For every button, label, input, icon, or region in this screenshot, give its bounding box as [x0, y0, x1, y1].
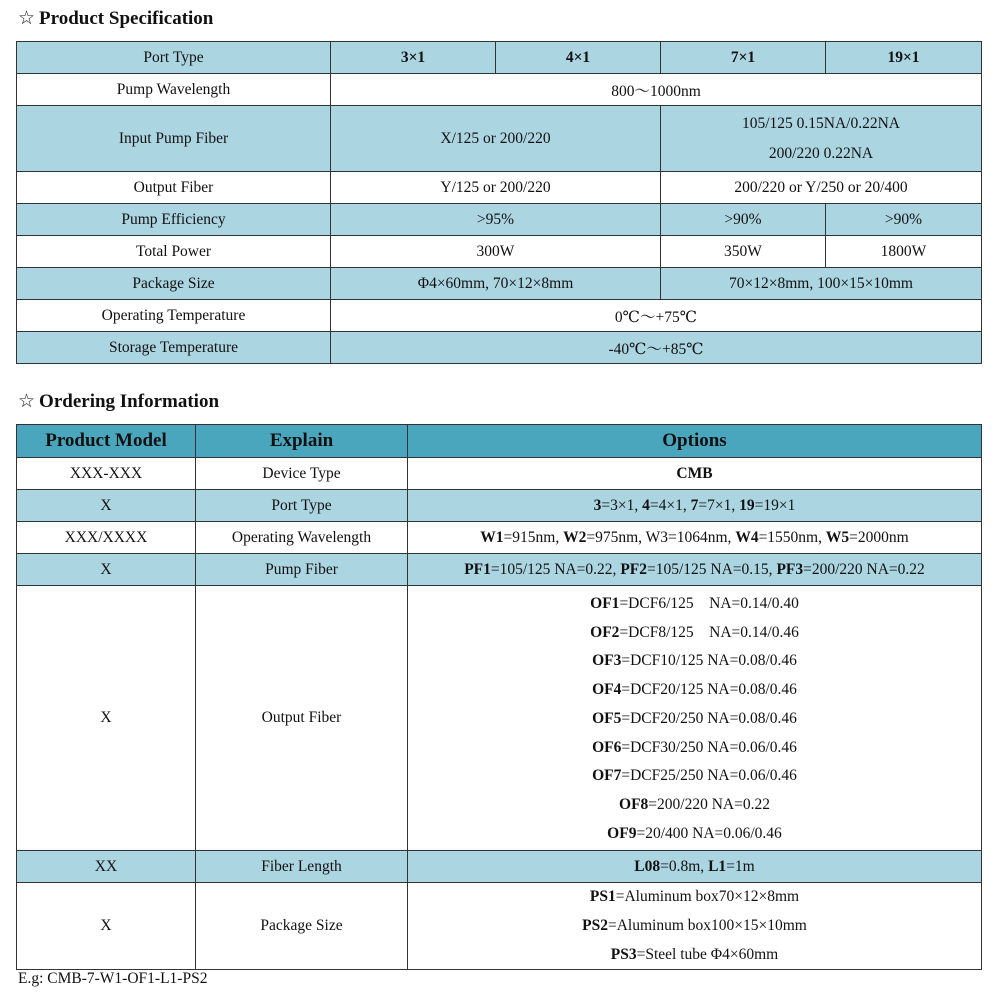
option-desc: =DCF25/250 NA=0.06/0.46 — [621, 767, 797, 785]
option-desc: =105/125 NA=0.15, — [647, 560, 777, 578]
option-desc: =19×1 — [754, 496, 796, 514]
spec-title: Product Specification — [39, 8, 214, 29]
spec-label: Storage Temperature — [17, 332, 331, 364]
option-code: W4 — [735, 528, 759, 546]
order-row-port — [17, 490, 982, 522]
order-row-device — [17, 458, 982, 490]
option-desc: =975nm, W3=1064nm, — [586, 528, 736, 546]
order-row-pump-fiber — [17, 554, 982, 586]
order-row-fiber-length — [17, 851, 982, 883]
spec-label: Pump Wavelength — [17, 74, 331, 106]
option-desc: =DCF20/250 NA=0.08/0.46 — [621, 709, 797, 727]
option-code: OF1 — [590, 595, 620, 612]
option-line — [412, 912, 977, 941]
option-line — [412, 762, 977, 791]
option-code: L1 — [708, 857, 727, 875]
spec-label: Port Type — [17, 42, 331, 74]
options-cell — [408, 586, 982, 851]
spec-row-package-size — [17, 268, 982, 300]
option-desc: =DCF8/125 NA=0.14/0.46 — [619, 623, 799, 641]
spec-label: Output Fiber — [17, 172, 331, 204]
option-code: 3 — [593, 496, 602, 514]
order-header-row — [17, 425, 982, 458]
spec-row-total-power — [17, 236, 982, 268]
spec-row-output-fiber — [17, 172, 982, 204]
example-footnote: E.g: CMB-7-W1-OF1-L1-PS2 — [18, 970, 208, 987]
option-desc: =DCF10/125 NA=0.08/0.46 — [621, 652, 797, 670]
spec-value: 200/220 or Y/250 or 20/400 — [661, 172, 982, 204]
col-header-explain: Explain — [196, 425, 408, 458]
option-desc: =200/220 NA=0.22 — [803, 560, 925, 578]
option-code: PF3 — [776, 560, 804, 578]
option-desc: =915nm, — [503, 528, 564, 546]
option-code: 4 — [642, 496, 650, 514]
model-cell: XXX-XXX — [17, 458, 196, 490]
explain-cell: Output Fiber — [196, 586, 408, 851]
spec-value: 800～1000nm — [331, 74, 982, 106]
col-header-model: Product Model — [17, 425, 196, 458]
option-code: 7 — [690, 496, 699, 514]
spec-value: >90% — [661, 204, 826, 236]
option-desc: =1m — [726, 857, 755, 875]
option-code: PS1 — [589, 888, 616, 906]
option-line — [412, 676, 977, 705]
spec-value-line: 200/220 0.22NA — [768, 144, 874, 162]
spec-value: -40℃～+85℃ — [331, 332, 982, 364]
option-code: OF7 — [592, 767, 622, 785]
spec-value: Y/125 or 200/220 — [331, 172, 661, 204]
order-row-output-fiber — [17, 586, 982, 851]
spec-row-operating-temp — [17, 300, 982, 332]
explain-cell: Fiber Length — [196, 851, 408, 883]
option-code: OF2 — [590, 623, 620, 641]
spec-value — [661, 106, 982, 172]
spec-value: Φ4×60mm, 70×12×8mm — [331, 268, 661, 300]
spec-value: 1800W — [826, 236, 982, 268]
option-desc: =7×1, — [698, 496, 740, 514]
order-table — [16, 424, 982, 970]
option-code: OF6 — [592, 738, 622, 756]
order-row-package-size — [17, 883, 982, 970]
spec-value: 70×12×8mm, 100×15×10mm — [661, 268, 982, 300]
spec-label: Total Power — [17, 236, 331, 268]
spec-row-port-type — [17, 42, 982, 74]
option-desc: =DCF6/125 NA=0.14/0.40 — [619, 595, 799, 612]
option-code: W1 — [480, 528, 504, 546]
option-code: PS2 — [582, 917, 608, 935]
option-line — [412, 791, 977, 820]
option-desc: =4×1, — [649, 496, 691, 514]
port-3x1: 3×1 — [331, 42, 496, 74]
option-code: PF2 — [620, 560, 647, 578]
spec-value: >95% — [331, 204, 661, 236]
order-row-wavelength — [17, 522, 982, 554]
option-code: PF1 — [464, 560, 491, 578]
spec-row-pump-efficiency — [17, 204, 982, 236]
option-line — [412, 883, 977, 912]
option-code: OF4 — [592, 681, 622, 699]
order-heading — [18, 391, 219, 413]
options-cell — [408, 522, 982, 554]
option-code: OF9 — [607, 824, 637, 842]
option-code: CMB — [676, 464, 713, 482]
option-line — [412, 734, 977, 763]
explain-cell: Pump Fiber — [196, 554, 408, 586]
option-desc: =Aluminum box100×15×10mm — [607, 917, 807, 935]
option-code: OF5 — [592, 709, 622, 727]
option-desc: =DCF30/250 NA=0.06/0.46 — [621, 738, 797, 756]
option-desc: =1550nm, — [758, 528, 826, 546]
model-cell: X — [17, 490, 196, 522]
spec-row-pump-wavelength — [17, 74, 982, 106]
port-19x1: 19×1 — [826, 42, 982, 74]
spec-heading — [18, 8, 213, 30]
option-line — [412, 647, 977, 676]
options-cell — [408, 458, 982, 490]
port-7x1: 7×1 — [661, 42, 826, 74]
option-code: W5 — [825, 528, 850, 546]
option-code: PS3 — [610, 945, 637, 963]
model-cell: X — [17, 586, 196, 851]
explain-cell: Port Type — [196, 490, 408, 522]
spec-label: Input Pump Fiber — [17, 106, 331, 172]
model-cell: XX — [17, 851, 196, 883]
spec-label: Package Size — [17, 268, 331, 300]
option-desc: =20/400 NA=0.06/0.46 — [636, 824, 782, 842]
option-desc: =0.8m, — [660, 857, 709, 875]
star-icon: ☆ — [18, 391, 36, 412]
option-line — [412, 705, 977, 734]
options-cell — [408, 883, 982, 970]
spec-value: >90% — [826, 204, 982, 236]
option-code: OF3 — [592, 652, 622, 670]
option-line — [412, 619, 977, 648]
option-line — [412, 941, 977, 970]
options-cell — [408, 490, 982, 522]
options-cell — [408, 554, 982, 586]
spec-value: 300W — [331, 236, 661, 268]
option-line — [412, 820, 977, 849]
option-code: W2 — [563, 528, 587, 546]
option-desc: =Aluminum box70×12×8mm — [615, 888, 800, 906]
spec-label: Operating Temperature — [17, 300, 331, 332]
option-desc: =105/125 NA=0.22, — [490, 560, 621, 578]
option-desc: =2000nm — [849, 528, 909, 546]
spec-value: 0℃～+75℃ — [331, 300, 982, 332]
model-cell: XXX/XXXX — [17, 522, 196, 554]
explain-cell: Package Size — [196, 883, 408, 970]
model-cell: X — [17, 554, 196, 586]
port-4x1: 4×1 — [496, 42, 661, 74]
model-cell: X — [17, 883, 196, 970]
option-desc: =200/220 NA=0.22 — [648, 795, 770, 813]
spec-table — [16, 41, 982, 364]
col-header-options: Options — [408, 425, 982, 458]
explain-cell: Device Type — [196, 458, 408, 490]
spec-value-line: 105/125 0.15NA/0.22NA — [741, 114, 900, 132]
options-cell — [408, 851, 982, 883]
option-code: OF8 — [619, 795, 649, 813]
option-desc: =3×1, — [601, 496, 643, 514]
option-desc: =DCF20/125 NA=0.08/0.46 — [621, 681, 797, 699]
output-fiber-options — [412, 586, 977, 850]
package-size-options — [412, 883, 977, 969]
spec-value: 350W — [661, 236, 826, 268]
spec-value: X/125 or 200/220 — [331, 106, 661, 172]
option-line — [412, 590, 977, 619]
spec-row-storage-temp — [17, 332, 982, 364]
explain-cell: Operating Wavelength — [196, 522, 408, 554]
order-title: Ordering Information — [39, 391, 220, 412]
option-code: 19 — [739, 496, 755, 514]
spec-label: Pump Efficiency — [17, 204, 331, 236]
option-desc: =Steel tube Φ4×60mm — [636, 945, 779, 963]
spec-row-input-pump-fiber — [17, 106, 982, 172]
star-icon: ☆ — [18, 8, 36, 29]
option-code: L08 — [634, 857, 661, 875]
